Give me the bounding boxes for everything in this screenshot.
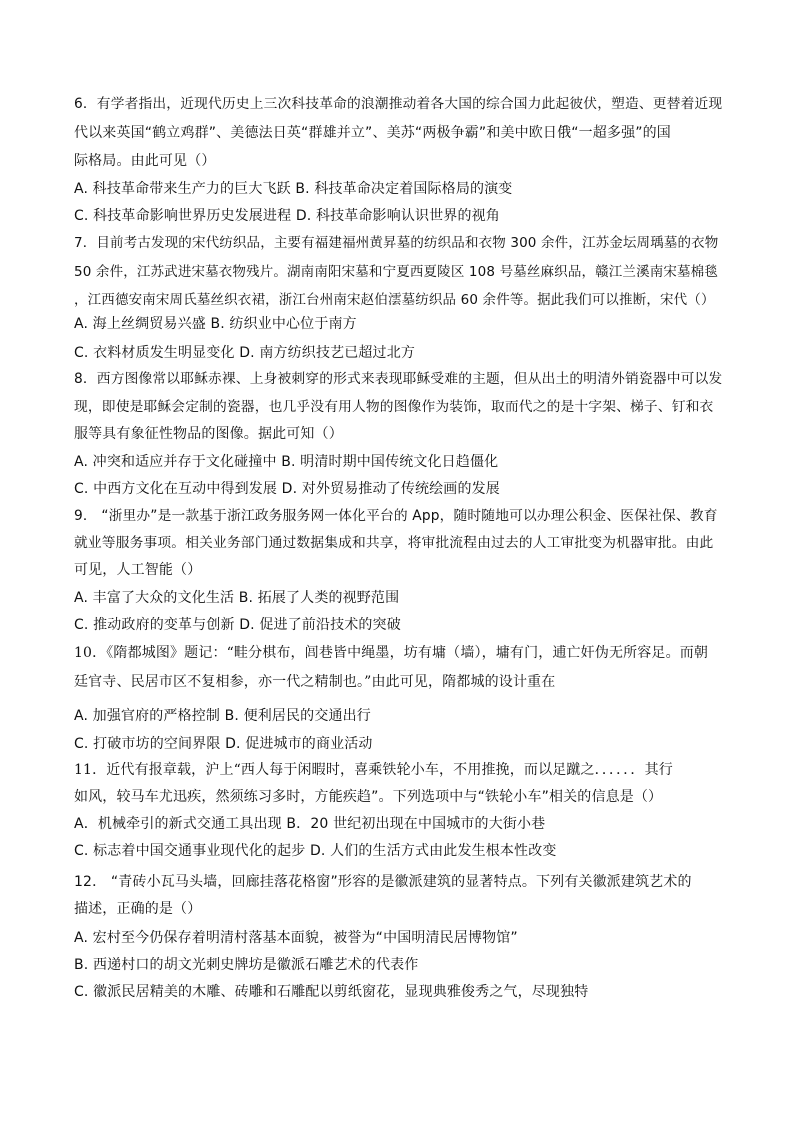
q10-stem-line-1: 10．《隋都城图》题记：“畦分棋布，闾巷皆中绳墨，坊有墉（墙），墉有门，逋亡奸伪无所容足。而朝 — [74, 645, 709, 661]
q7-options-ab: A. 海上丝绸贸易兴盛 B. 纺织业中心位于南方 — [74, 316, 357, 332]
q12-stem-line-2: 描述，正确的是（） — [74, 901, 202, 917]
q8-stem-line-3: 服等具有象征性物品的图像。据此可知（） — [74, 426, 343, 442]
q12-option-c: C. 徽派民居精美的木雕、砖雕和石雕配以剪纸窗花，显现典雅俊秀之气，尽现独特 — [74, 984, 589, 1000]
q9-stem-line-1: 9． “浙里办”是一款基于浙江政务服务网一体化平台的 App，随时随地可以办理公积金、医保社保、教育 — [74, 508, 718, 524]
q12-option-a: A. 宏村至今仍保存着明清村落基本面貌，被誉为“中国明清民居博物馆” — [74, 930, 518, 946]
q8-options-cd: C. 中西方文化在互动中得到发展 D. 对外贸易推动了传统绘画的发展 — [74, 481, 500, 497]
q12-stem-line-1: 12． “青砖小瓦马头墙，回廊挂落花格窗”形容的是徽派建筑的显著特点。下列有关徽派建筑艺术的 — [74, 874, 692, 890]
q9-options-ab: A. 丰富了大众的文化生活 B. 拓展了人类的视野范围 — [74, 590, 400, 606]
q8-options-ab: A. 冲突和适应并存于文化碰撞中 B. 明清时期中国传统文化日趋僵化 — [74, 454, 499, 470]
q7-stem-line-3: ，江西德安南宋周氏墓丝织衣裙，浙江台州南宋赵伯澐墓纺织品 60 余件等。据此我们可以推断，宋代（） — [74, 292, 715, 308]
q10-options-cd: C. 打破市坊的空间界限 D. 促进城市的商业活动 — [74, 736, 373, 752]
q6-options-cd: C. 科技革命影响世界历史发展进程 D. 科技革命影响认识世界的视角 — [74, 208, 500, 224]
q7-options-cd: C. 衣料材质发生明显变化 D. 南方纺织技艺已超过北方 — [74, 345, 416, 361]
q10-options-ab: A. 加强官府的严格控制 B. 便利居民的交通出行 — [74, 708, 371, 724]
q7-stem-line-1: 7．目前考古发现的宋代纺织品，主要有福建福州黄昇墓的纺织品和衣物 300 余件，江苏金坛周瑀墓的衣物 — [74, 235, 719, 251]
q9-stem-line-3: 可见，人工智能（） — [74, 562, 202, 578]
q9-stem-line-2: 就业等服务事项。相关业务部门通过数据集成和共享，将审批流程由过去的人工审批变为机器审批。由此 — [74, 535, 714, 551]
q7-stem-line-2: 50 余件，江苏武进宋墓衣物残片。湖南南阳宋墓和宁夏西夏陵区 108 号墓丝麻织品，赣江兰溪南宋墓棉毯 — [74, 264, 718, 280]
q6-stem-line-2: 代以来英国“鹤立鸡群”、美德法日英“群雄并立”、美苏“两极争霸”和美中欧日俄“一超多强”的国 — [74, 125, 671, 141]
q11-stem-line-2: 如风，较马车尤迅疾，然须练习多时，方能疾趋”。下列选项中与“铁轮小车”相关的信息是（） — [74, 789, 663, 805]
q6-options-ab: A. 科技革命带来生产力的巨大飞跃 B. 科技革命决定着国际格局的演变 — [74, 181, 513, 197]
q11-options-ab: A．机械牵引的新式交通工具出现 B．20 世纪初出现在中国城市的大街小巷 — [74, 816, 546, 832]
q6-stem-line-3: 际格局。由此可见（） — [74, 153, 216, 169]
q10-stem-line-2: 廷官寺、民居市区不复相参，亦一代之精制也。”由此可见，隋都城的设计重在 — [74, 674, 556, 690]
q11-options-cd: C. 标志着中国交通事业现代化的起步 D. 人们的生活方式由此发生根本性改变 — [74, 843, 557, 859]
q11-stem-line-1: 11．近代有报章载，沪上“西人每于闲暇时，喜乘铁轮小车，不用推挽，而以足蹴之．．．．．．其行 — [74, 762, 673, 778]
q12-option-b: B. 西递村口的胡文光刺史牌坊是徽派石雕艺术的代表作 — [74, 957, 419, 973]
q6-stem-line-1: 6．有学者指出，近现代历史上三次科技革命的浪潮推动着各大国的综合国力此起彼伏，塑造、更替着近现 — [74, 96, 723, 112]
q8-stem-line-2: 现，即使是耶稣会定制的瓷器，也几乎没有用人物的图像作为装饰，取而代之的是十字架、梯子、钉和衣 — [74, 399, 714, 415]
q8-stem-line-1: 8．西方图像常以耶稣赤裸、上身被刺穿的形式来表现耶稣受难的主题，但从出土的明清外销瓷器中可以发 — [74, 371, 723, 387]
q9-options-cd: C. 推动政府的变革与创新 D. 促进了前沿技术的突破 — [74, 617, 401, 633]
